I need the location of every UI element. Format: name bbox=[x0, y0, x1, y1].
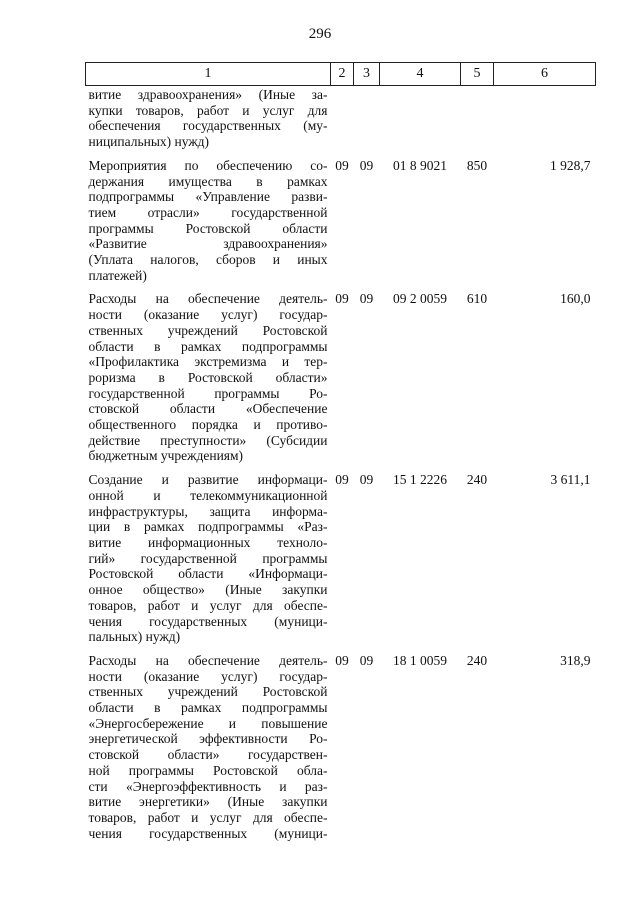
description-line: обеспечения государственных (му- bbox=[88, 118, 328, 134]
description-line: онное общество» (Иные закупки bbox=[88, 582, 328, 598]
description-line: инфраструктуры, защита информа- bbox=[88, 503, 328, 519]
table-header-row bbox=[86, 63, 596, 86]
description-line: ности (оказание услуг) государ- bbox=[88, 307, 328, 323]
table-row bbox=[86, 291, 596, 472]
description-line: бюджетным учреждениям) bbox=[88, 448, 244, 464]
page-number: 296 bbox=[308, 26, 332, 42]
description-line: области в рамках подпрограммы bbox=[88, 338, 328, 354]
target-article-code bbox=[380, 86, 461, 158]
description-line: «Энергосбережение и повышение bbox=[88, 715, 328, 731]
description-line: держания имущества в рамках bbox=[88, 173, 328, 189]
description-line: витие информационных техноло- bbox=[88, 534, 328, 550]
amount: 1 928,7 bbox=[550, 157, 591, 173]
description-line: «Профилактика экстремизма и тер- bbox=[88, 354, 328, 370]
budget-table bbox=[85, 62, 596, 849]
description-line: чения государственных (муници- bbox=[88, 613, 328, 629]
row-description bbox=[86, 472, 331, 653]
subsection-code: 09 bbox=[359, 157, 374, 173]
subsection-code: 09 bbox=[359, 291, 374, 307]
description-line: ности (оказание услуг) государ- bbox=[88, 668, 328, 684]
description-line: ственных учреждений Ростовской bbox=[88, 322, 328, 338]
description-line: товаров, работ и услуг для обеспе- bbox=[88, 597, 328, 613]
description-line: ниципальных) нужд) bbox=[88, 134, 210, 150]
description-line: Ростовской области «Информаци- bbox=[88, 566, 328, 582]
table-body bbox=[86, 86, 596, 850]
target-article-code: 01 8 9021 bbox=[393, 157, 447, 173]
column-header-1: 1 bbox=[86, 63, 331, 86]
column-header-6: 6 bbox=[494, 63, 596, 86]
description-line: витие энергетики» (Иные закупки bbox=[88, 794, 328, 810]
table-row bbox=[86, 158, 596, 292]
description-line: гий» государственной программы bbox=[88, 550, 328, 566]
description-line: общественного порядка и противо- bbox=[88, 417, 328, 433]
section-code: 09 bbox=[335, 157, 349, 173]
description-line: чения государственных (муници- bbox=[88, 825, 328, 841]
description-line: стовской области» государствен- bbox=[88, 747, 328, 763]
amount: 3 611,1 bbox=[550, 472, 591, 488]
expense-type-code: 610 bbox=[466, 291, 488, 307]
description-line: ной программы Ростовской обла- bbox=[88, 762, 328, 778]
description-line: области в рамках подпрограммы bbox=[88, 700, 328, 716]
description-line: подпрограммы «Управление разви- bbox=[88, 189, 328, 205]
row-description bbox=[86, 291, 331, 472]
column-header-2: 2 bbox=[331, 63, 354, 86]
description-line: ции в рамках подпрограммы «Раз- bbox=[88, 519, 328, 535]
table-row bbox=[86, 653, 596, 849]
description-line: энергетической эффективности Ро- bbox=[88, 731, 328, 747]
description-line: пальных) нужд) bbox=[88, 629, 181, 645]
row-description bbox=[86, 86, 331, 158]
section-code: 09 bbox=[335, 652, 349, 668]
amount bbox=[494, 86, 596, 158]
description-line: роризма в Ростовской области» bbox=[88, 369, 328, 385]
expense-type-code: 850 bbox=[466, 157, 488, 173]
description-line: «Развитие здравоохранения» bbox=[88, 236, 328, 252]
description-line: Создание и развитие информаци- bbox=[88, 472, 328, 488]
description-line: Расходы на обеспечение деятель- bbox=[88, 291, 328, 307]
description-line: стовской области «Обеспечение bbox=[88, 401, 328, 417]
description-line: Расходы на обеспечение деятель- bbox=[88, 652, 328, 668]
subsection-code bbox=[354, 86, 380, 158]
description-line: платежей) bbox=[88, 267, 147, 283]
section-code bbox=[331, 86, 354, 158]
section-code: 09 bbox=[335, 472, 349, 488]
subsection-code: 09 bbox=[359, 652, 374, 668]
description-line: тием отрасли» государственной bbox=[88, 204, 328, 220]
column-header-3: 3 bbox=[354, 63, 380, 86]
amount: 318,9 bbox=[560, 652, 591, 668]
target-article-code: 09 2 0059 bbox=[393, 291, 447, 307]
subsection-code: 09 bbox=[359, 472, 374, 488]
description-line: сти «Энергоэффективность и раз- bbox=[88, 778, 328, 794]
target-article-code: 18 1 0059 bbox=[393, 652, 447, 668]
row-description bbox=[86, 653, 331, 849]
column-header-4: 4 bbox=[380, 63, 461, 86]
description-line: товаров, работ и услуг для обеспе- bbox=[88, 809, 328, 825]
target-article-code: 15 1 2226 bbox=[393, 472, 447, 488]
expense-type-code: 240 bbox=[466, 652, 488, 668]
expense-type-code bbox=[461, 86, 494, 158]
description-line: купки товаров, работ и услуг для bbox=[88, 102, 328, 118]
description-line: программы Ростовской области bbox=[88, 220, 328, 236]
table-row bbox=[86, 472, 596, 653]
description-line: витие здравоохранения» (Иные за- bbox=[88, 87, 328, 102]
row-description bbox=[86, 158, 331, 292]
description-line: Мероприятия по обеспечению со- bbox=[88, 157, 328, 173]
description-line: действие преступности» (Субсидии bbox=[88, 432, 328, 448]
description-line: онной и телекоммуникационной bbox=[88, 487, 328, 503]
section-code: 09 bbox=[335, 291, 349, 307]
description-line: (Уплата налогов, сборов и иных bbox=[88, 252, 328, 268]
description-line: государственной программы Ро- bbox=[88, 385, 328, 401]
table-row bbox=[86, 86, 596, 158]
amount: 160,0 bbox=[560, 291, 591, 307]
description-line: ственных учреждений Ростовской bbox=[88, 684, 328, 700]
expense-type-code: 240 bbox=[466, 472, 488, 488]
column-header-5: 5 bbox=[461, 63, 494, 86]
